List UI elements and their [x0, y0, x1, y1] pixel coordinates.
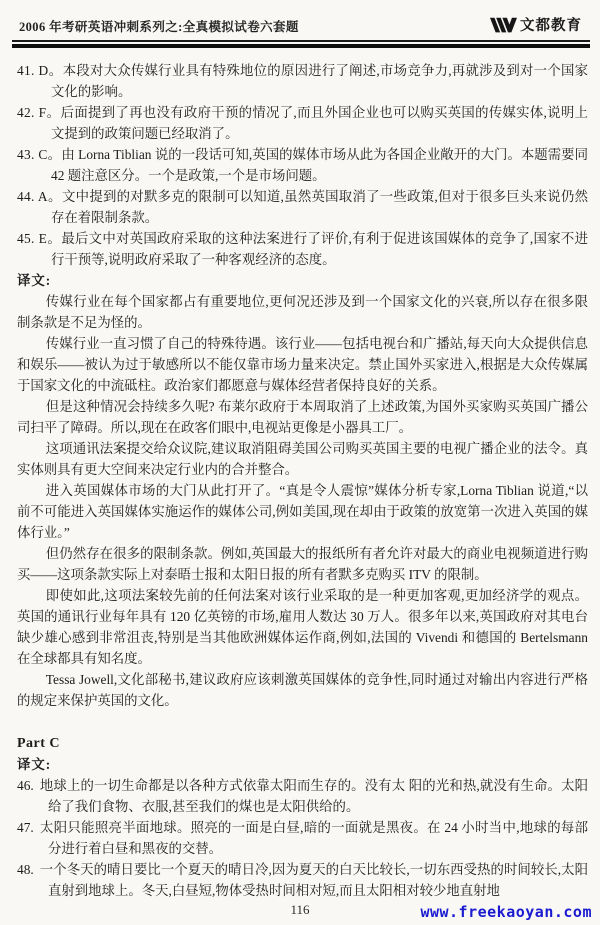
translation-paragraph: 这项通讯法案提交给众议院,建议取消阻碍美国公司购买英国主要的电视广播企业的法令。真实体则具有更大空间来决定行业内的合并整合。 [17, 441, 588, 477]
wendu-logo [490, 14, 582, 35]
translation-paragraph: 传媒行业在每个国家都占有重要地位,更何况还涉及到一个国家文化的兴衰,所以存在很多限制条款是不足为怪的。 [17, 294, 588, 330]
answer-item-41 [17, 60, 588, 102]
answer-text: 最后文中对英国政府采取的这种法案进行了评价,有利于促进该国媒体的竞争了,国家不进行干预等,说明政府采取了一种客观经济的态度。 [51, 231, 588, 267]
page-content [12, 60, 590, 901]
item-label: 47. [17, 820, 34, 835]
translation-item-46 [17, 775, 588, 817]
item-text: 一个冬天的晴日要比一个夏天的晴日冷,因为夏天的白天比较长,一切东西受热的时间较长,太阳直射到地球上。冬天,白昼短,物体受热时间相对短,而且太阳相对较少地直射地 [39, 862, 588, 898]
header-rules [12, 40, 590, 48]
answer-item-42 [17, 102, 588, 144]
answer-text: 后面提到了再也没有政府干预的情况了,而且外国企业也可以购买英国的传媒实体,说明上文提到的政策问题已经取消了。 [51, 105, 588, 141]
answer-item-44 [17, 186, 588, 228]
answer-label: 43. C。 [17, 147, 62, 162]
site-url-link[interactable]: www.freekaoyan.com [420, 903, 592, 921]
answer-label: 42. F。 [17, 105, 61, 120]
header-rule-thin [12, 40, 590, 42]
header-rule-thick [12, 44, 590, 48]
answer-text: 由 Lorna Tiblian 说的一段话可知,英国的媒体市场从此为各国企业敞开的大门。本题需要同 42 题注意区分。一个是政策,一个是市场问题。 [51, 147, 588, 183]
page-header [12, 10, 590, 35]
item-label: 46. [17, 778, 34, 793]
page-number: 116 [290, 902, 310, 917]
answer-text: 文中提到的对默多克的限制可以知道,虽然英国取消了一些政策,但对于很多巨头来说仍然存在着限制条款。 [51, 189, 588, 225]
part-c-translation-heading: 译文: [17, 757, 52, 772]
translation-paragraph: 传媒行业一直习惯了自己的特殊待遇。该行业——包括电视台和广播站,每天向大众提供信息和娱乐——被认为过于敏感所以不能仅靠市场力量来决定。禁止国外买家进入,根据是大众传媒属于国家文化的中流砥柱。政治家们都愿意与媒体经营者保持良好的关系。 [17, 336, 588, 393]
item-text: 太阳只能照亮半面地球。照亮的一面是白昼,暗的一面就是黑夜。在 24 小时当中,地球的每部分进行着白昼和黑夜的交替。 [39, 820, 588, 856]
page-header-title: 2006 年考研英语冲刺系列之:全真模拟试卷六套题 [19, 20, 299, 34]
answer-item-43 [17, 144, 588, 186]
part-c-heading: Part C [17, 736, 61, 751]
answer-text: 本段对大众传媒行业具有特殊地位的原因进行了阐述,市场竞争力,再就涉及到对一个国家文化的影响。 [51, 63, 588, 99]
translation-paragraph: 但仍然存在很多的限制条款。例如,英国最大的报纸所有者允许对最大的商业电视频道进行购买——这项条款实际上对泰晤士报和太阳日报的所有者默多克购买 ITV 的限制。 [17, 546, 588, 582]
answer-label: 41. D。 [17, 63, 63, 78]
wendu-logo-text: 文都教育 [520, 18, 582, 34]
translation-paragraph: Tessa Jowell,文化部秘书,建议政府应该刺激英国媒体的竞争性,同时通过对输出内容进行严格的规定来保护英国的文化。 [17, 672, 588, 708]
translation-item-48 [17, 859, 588, 901]
answer-label: 45. E。 [17, 231, 62, 246]
wendu-w-mark-icon [490, 17, 517, 33]
translation-paragraph: 但是这种情况会持续多久呢? 布莱尔政府于本周取消了上述政策,为国外买家购买英国广播公司扫平了障碍。所以,现在在政客们眼中,电视站更像是小器具工厂。 [17, 399, 588, 435]
translation-paragraph: 进入英国媒体市场的大门从此打开了。“真是令人震惊”媒体分析专家,Lorna Tiblian 说道,“以前不可能进入英国媒体实施运作的媒体公司,例如美国,现在却由于政策的放宽第一次进入英国的媒体行业。” [17, 483, 588, 540]
translation-heading: 译文: [17, 273, 52, 288]
item-text: 地球上的一切生命都是以各种方式依靠太阳而生存的。没有太 阳的光和热,就没有生命。太阳给了我们食物、衣服,甚至我们的煤也是太阳供给的。 [39, 778, 588, 814]
translation-item-47 [17, 817, 588, 859]
item-label: 48. [17, 862, 34, 877]
answer-label: 44. A。 [17, 189, 63, 204]
translation-paragraph: 即使如此,这项法案较先前的任何法案对该行业采取的是一种更加客观,更加经济学的观点。英国的通讯行业每年具有 120 亿英镑的市场,雇用人数达 30 万人。很多年以来,英国政府对其电台缺少雄心感到非常沮丧,特别是当其他欧洲媒体运作商,例如,法国的 Vivendi 和德国的 Bertelsmann 在全球都具有知名度。 [17, 588, 588, 666]
answer-item-45 [17, 228, 588, 270]
